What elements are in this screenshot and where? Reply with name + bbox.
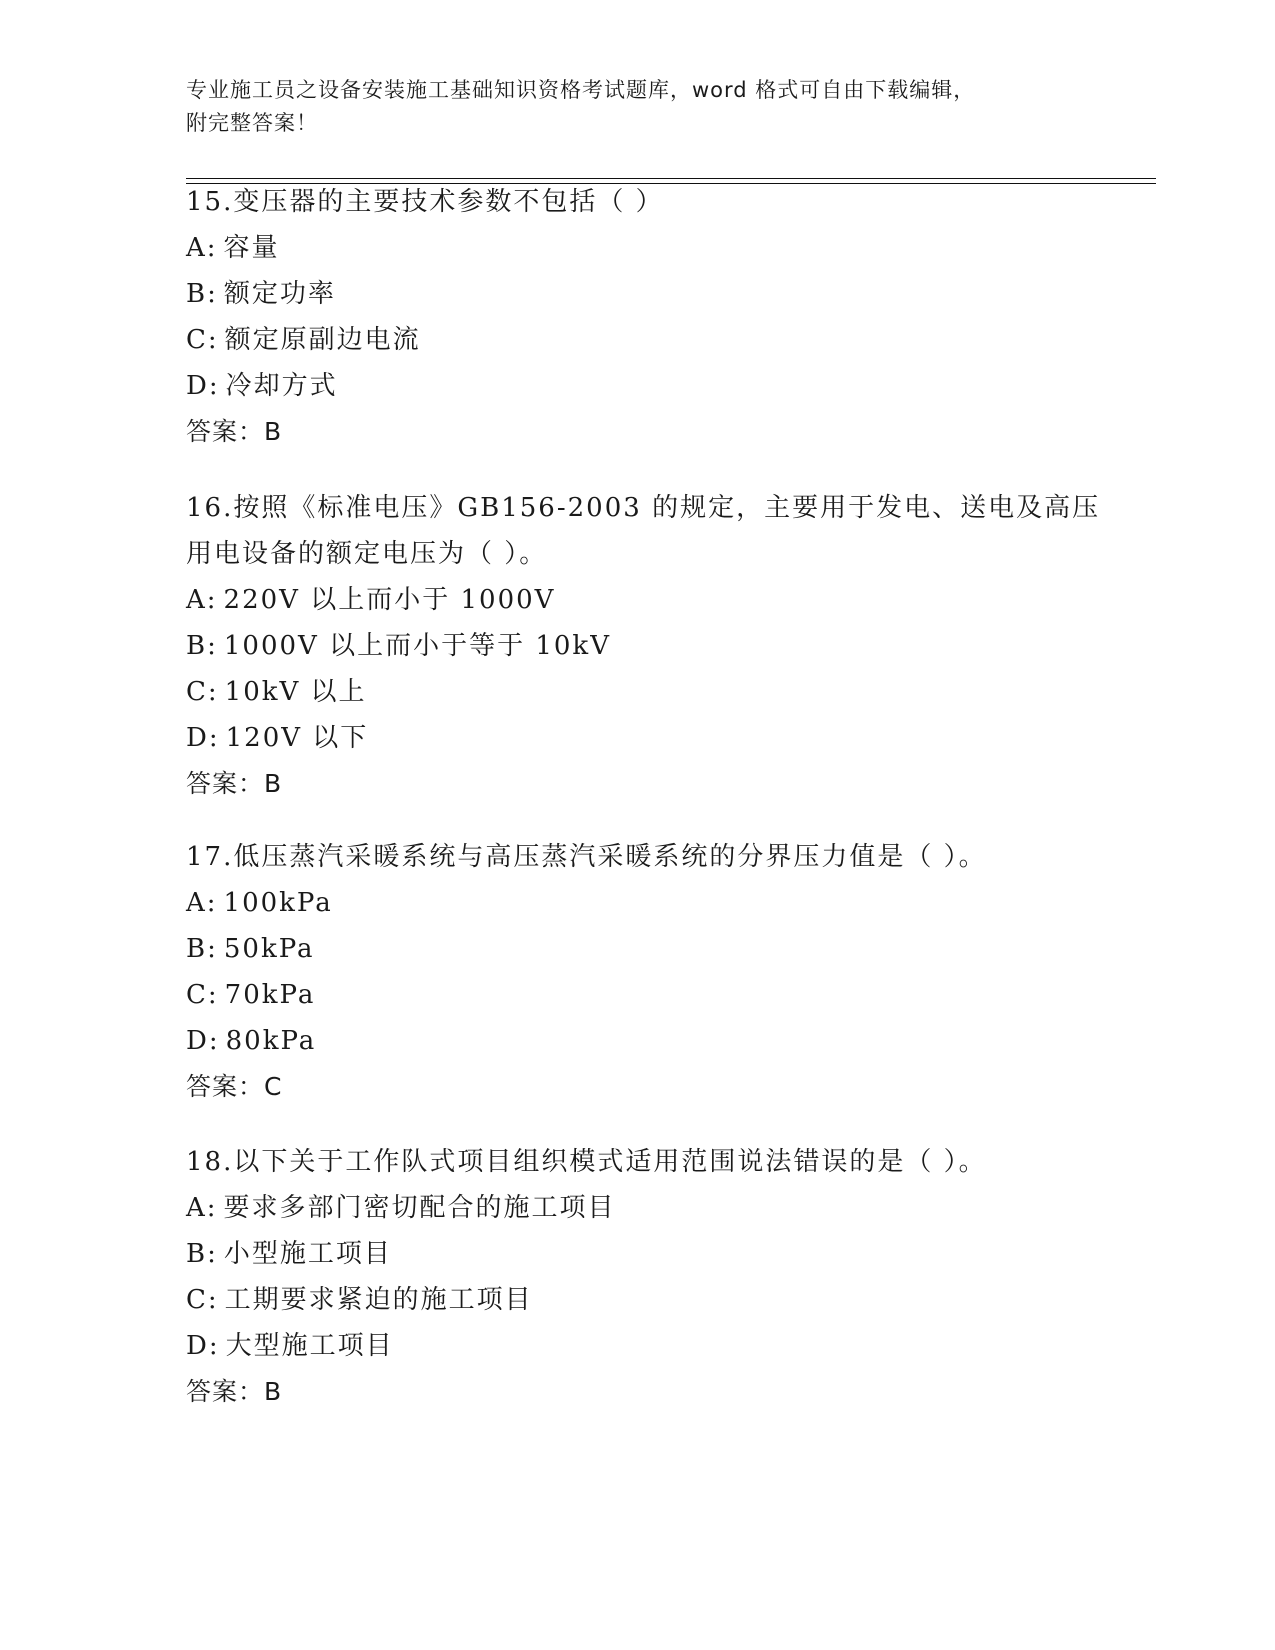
option-text: 50kPa bbox=[223, 934, 315, 964]
option-letter: A: bbox=[186, 585, 218, 615]
option-letter: D: bbox=[186, 723, 220, 753]
option-c bbox=[186, 1277, 1156, 1323]
option-letter: B: bbox=[186, 1239, 218, 1269]
option-a bbox=[186, 1185, 1156, 1231]
option-letter: C: bbox=[186, 325, 219, 355]
option-d bbox=[186, 1323, 1156, 1369]
option-b bbox=[186, 623, 1156, 669]
answer-line: 答案：B bbox=[186, 1377, 283, 1406]
option-text: 1000V 以上而小于等于 10kV bbox=[223, 631, 611, 661]
option-letter: B: bbox=[186, 934, 218, 964]
option-a bbox=[186, 577, 1156, 623]
option-text: 70kPa bbox=[224, 980, 316, 1010]
option-text: 工期要求紧迫的施工项目 bbox=[224, 1285, 533, 1315]
question-stem-line: 16.按照《标准电压》GB156-2003 的规定，主要用于发电、送电及高压 bbox=[186, 493, 1101, 523]
header-line-2: 附完整答案！ bbox=[186, 111, 318, 135]
question-stem bbox=[186, 1139, 1156, 1185]
option-c bbox=[186, 669, 1156, 715]
document-page bbox=[186, 0, 1156, 1650]
option-text: 冷却方式 bbox=[225, 371, 338, 401]
question-stem bbox=[186, 179, 1156, 225]
option-text: 120V 以下 bbox=[225, 723, 369, 753]
option-text: 额定功率 bbox=[223, 279, 336, 309]
option-letter: A: bbox=[186, 888, 218, 918]
option-d bbox=[186, 363, 1156, 409]
option-text: 大型施工项目 bbox=[225, 1331, 394, 1361]
option-text: 容量 bbox=[223, 233, 280, 263]
option-letter: C: bbox=[186, 980, 219, 1010]
option-letter: B: bbox=[186, 631, 218, 661]
option-text: 10kV 以上 bbox=[224, 677, 367, 707]
option-b bbox=[186, 1231, 1156, 1277]
option-c bbox=[186, 972, 1156, 1018]
option-letter: C: bbox=[186, 677, 219, 707]
option-text: 要求多部门密切配合的施工项目 bbox=[223, 1193, 616, 1223]
header-line-1: 专业施工员之设备安装施工基础知识资格考试题库，word 格式可自由下载编辑， bbox=[186, 78, 976, 102]
answer-line: 答案：C bbox=[186, 1072, 283, 1101]
option-letter: A: bbox=[186, 1193, 218, 1223]
question-stem-line: 用电设备的额定电压为（ ）。 bbox=[186, 539, 548, 569]
question-18 bbox=[186, 1139, 1156, 1415]
answer-line: 答案：B bbox=[186, 417, 283, 446]
option-letter: D: bbox=[186, 371, 220, 401]
answer-line: 答案：B bbox=[186, 769, 283, 798]
option-text: 220V 以上而小于 1000V bbox=[223, 585, 556, 615]
option-d bbox=[186, 1018, 1156, 1064]
question-stem bbox=[186, 485, 1156, 577]
question-15 bbox=[186, 179, 1156, 455]
option-letter: D: bbox=[186, 1331, 220, 1361]
option-letter: C: bbox=[186, 1285, 219, 1315]
question-17 bbox=[186, 834, 1156, 1110]
question-stem bbox=[186, 834, 1156, 880]
option-b bbox=[186, 926, 1156, 972]
question-16 bbox=[186, 485, 1156, 807]
option-letter: B: bbox=[186, 279, 218, 309]
option-letter: A: bbox=[186, 233, 218, 263]
option-text: 小型施工项目 bbox=[223, 1239, 392, 1269]
option-text: 100kPa bbox=[223, 888, 333, 918]
question-stem-line: 15.变压器的主要技术参数不包括（ ） bbox=[186, 187, 664, 217]
option-b bbox=[186, 271, 1156, 317]
question-stem-line: 18.以下关于工作队式项目组织模式适用范围说法错误的是（ ）。 bbox=[186, 1147, 987, 1177]
option-a bbox=[186, 225, 1156, 271]
question-stem-line: 17.低压蒸汽采暖系统与高压蒸汽采暖系统的分界压力值是（ ）。 bbox=[186, 842, 987, 872]
option-d bbox=[186, 715, 1156, 761]
option-c bbox=[186, 317, 1156, 363]
option-letter: D: bbox=[186, 1026, 220, 1056]
option-text: 额定原副边电流 bbox=[224, 325, 421, 355]
option-text: 80kPa bbox=[225, 1026, 317, 1056]
document-header bbox=[186, 74, 1066, 140]
option-a bbox=[186, 880, 1156, 926]
